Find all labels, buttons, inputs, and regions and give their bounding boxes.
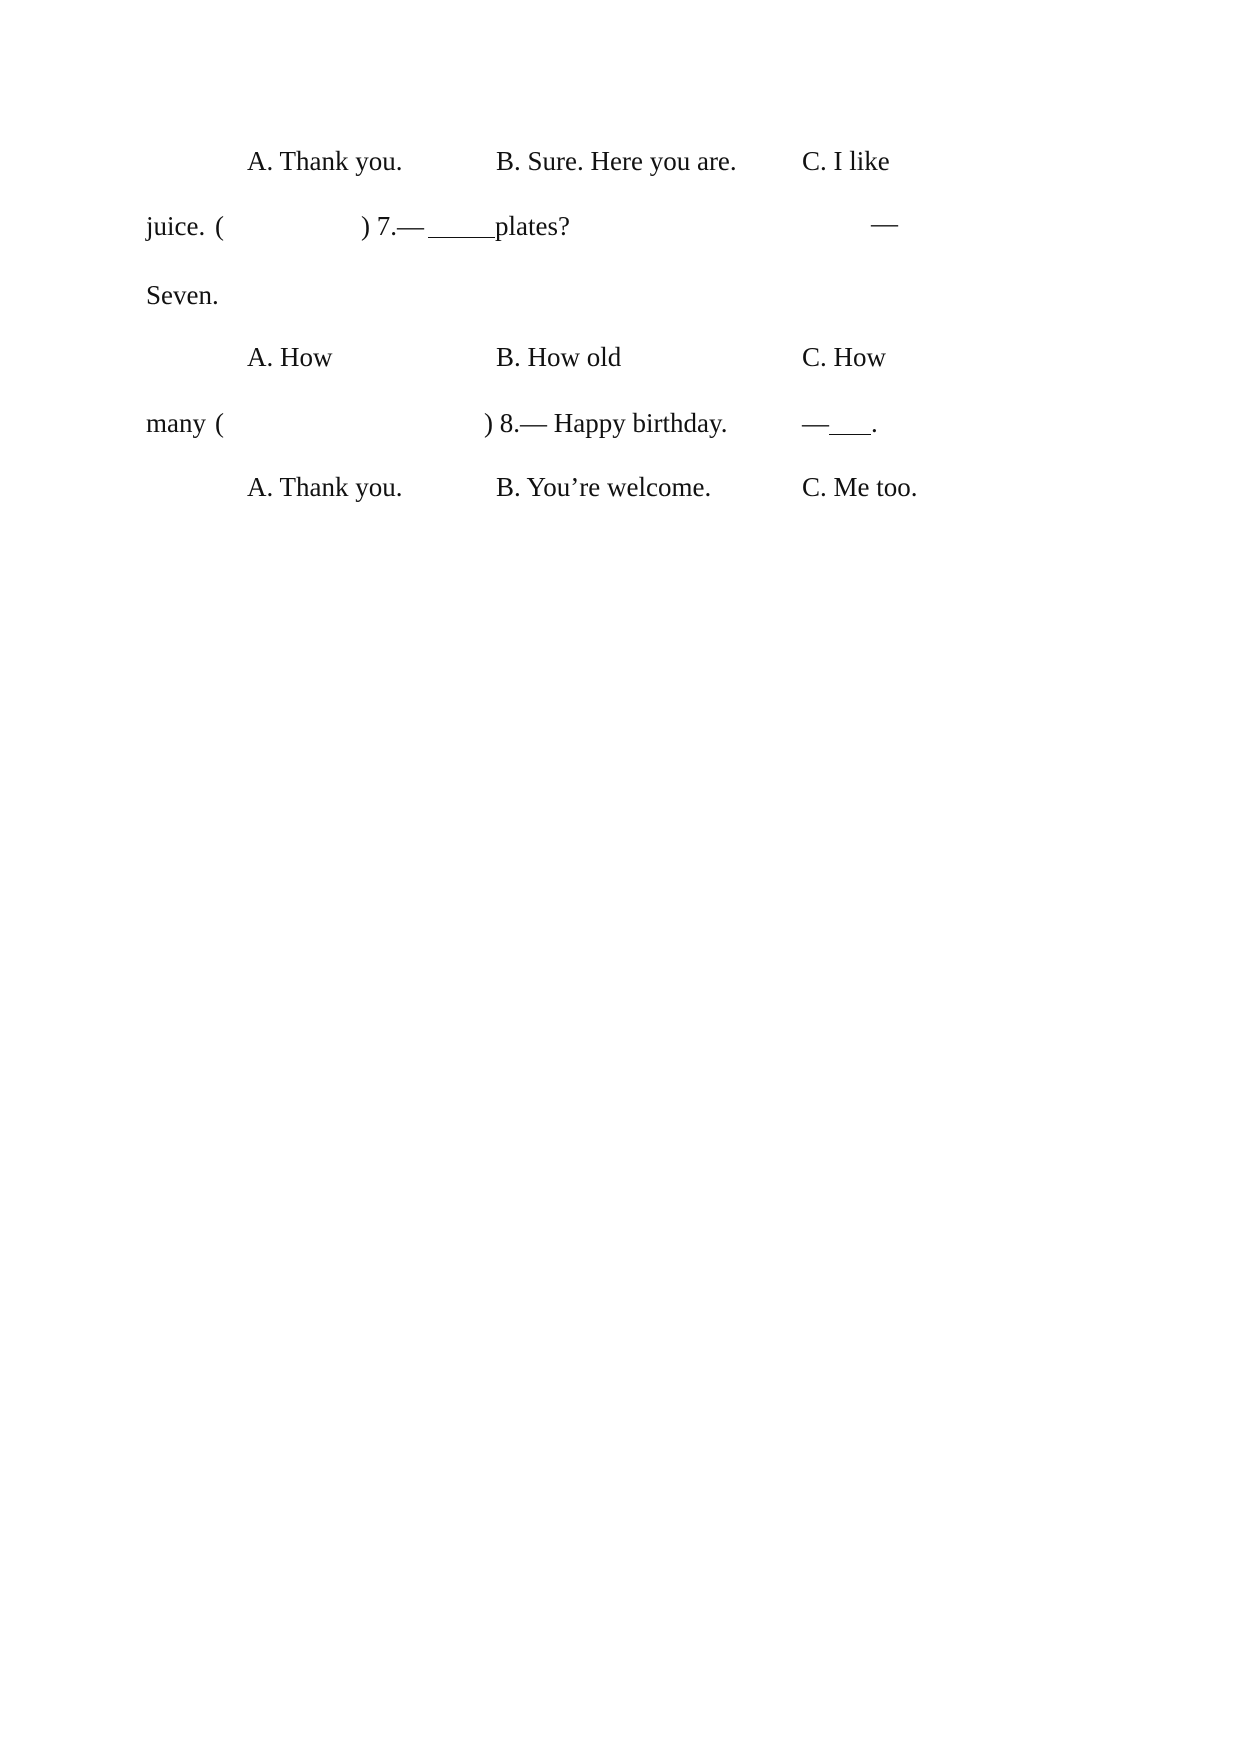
q8-stem: ) 8.— Happy birthday. — [484, 408, 728, 438]
q7-answer-dash: — — [871, 208, 898, 238]
q7-answer: Seven. — [146, 280, 219, 310]
q6-option-c: C. I like — [802, 146, 890, 176]
q7-option-c-continuation: many — [146, 408, 206, 438]
q7-option-a: A. How — [247, 342, 333, 372]
q8-answer-paren-open: ( — [215, 408, 224, 438]
q7-stem: plates? — [495, 211, 570, 241]
q7-option-c: C. How — [802, 342, 887, 372]
q8-answer-dash: — — [802, 408, 829, 438]
q6-option-a: A. Thank you. — [247, 146, 403, 176]
q8-option-c: C. Me too. — [802, 472, 918, 502]
q7-option-b: B. How old — [496, 342, 622, 372]
q6-option-b: B. Sure. Here you are. — [496, 146, 737, 176]
q8-blank — [829, 410, 871, 437]
q8-option-a: A. Thank you. — [247, 472, 403, 502]
q8-option-b: B. You’re welcome. — [496, 472, 712, 502]
q7-blank — [428, 213, 495, 240]
q7-answer-paren-open: ( — [215, 211, 224, 241]
q8-answer-end: . — [871, 408, 878, 438]
q6-option-c-continuation: juice. — [146, 211, 206, 241]
q7-number: ) 7.— — [361, 211, 424, 241]
